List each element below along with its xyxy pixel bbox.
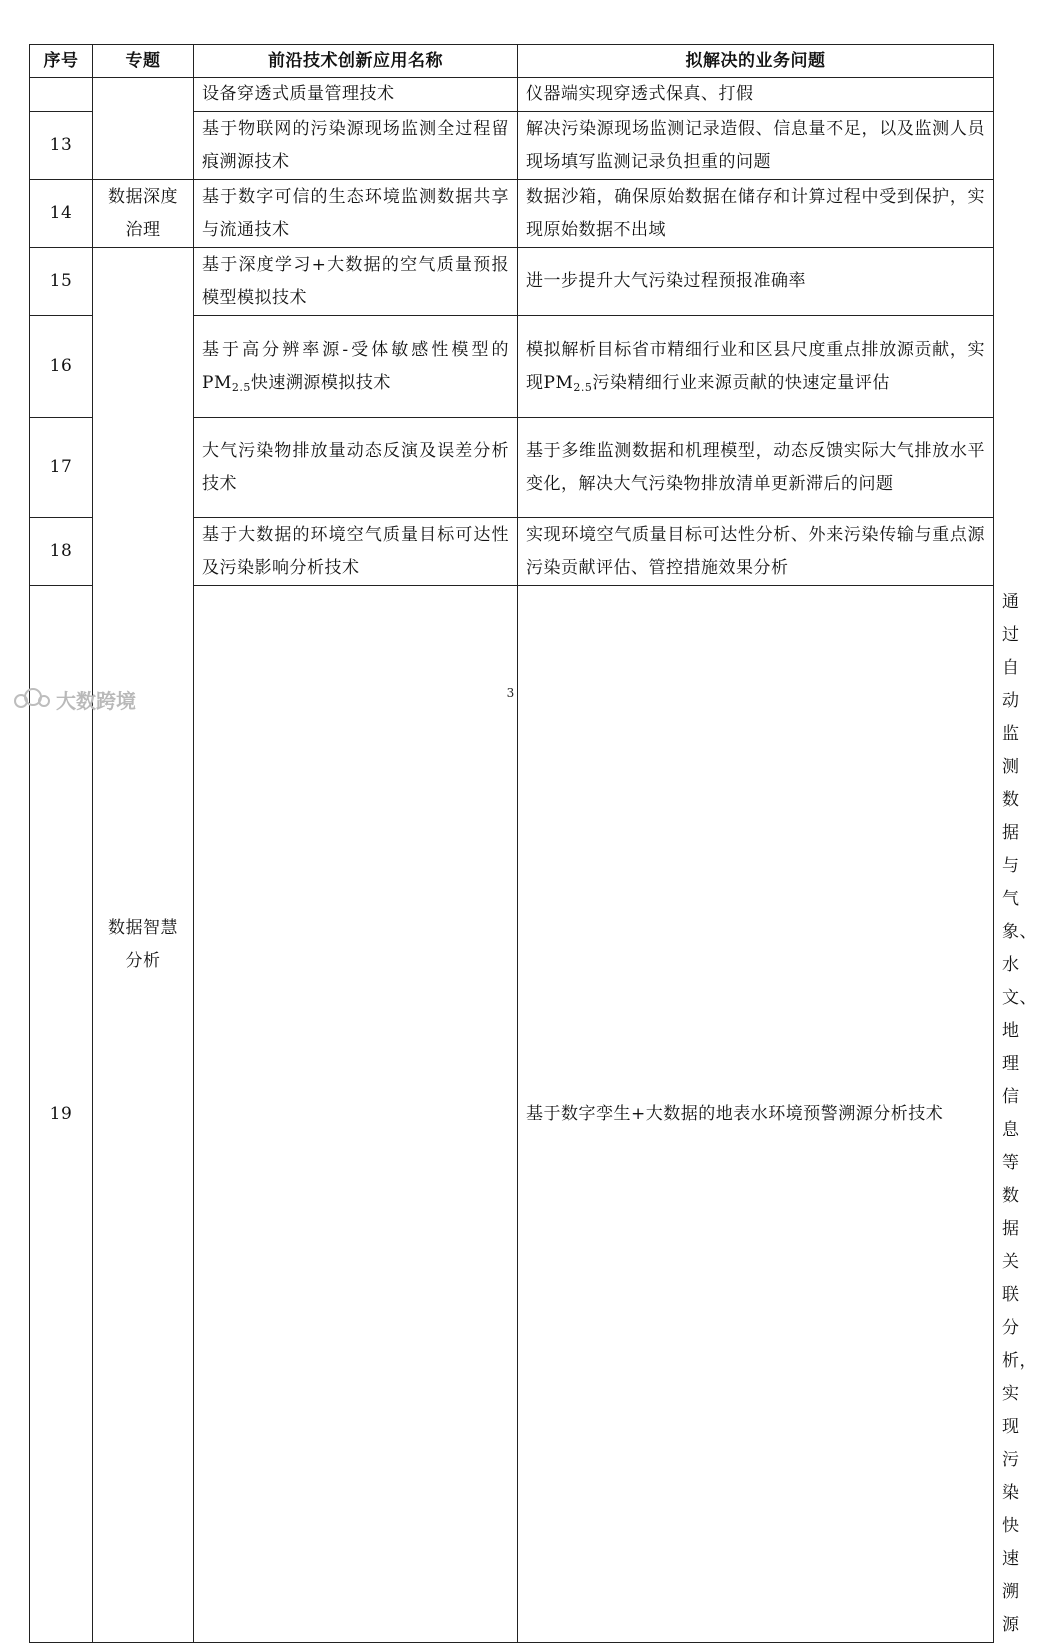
tech-name <box>194 316 518 418</box>
tech-name: 大气污染物排放量动态反演及误差分析技术 <box>194 418 518 518</box>
row-index: 18 <box>30 518 93 586</box>
table-row <box>30 248 994 316</box>
header-topic: 专题 <box>93 45 194 78</box>
problem-part: 污染精细行业来源贡献的快速定量评估 <box>592 372 890 393</box>
topic-governance: 数据深度 治理 <box>93 180 194 248</box>
topic-cell-continued <box>93 78 194 180</box>
tech-name-part: 基于高分辨率源-受体敏感性模型的PM <box>202 339 509 393</box>
tech-name: 设备穿透式质量管理技术 <box>194 78 518 112</box>
row-index: 19 <box>30 586 93 1643</box>
pm-subscript: 2.5 <box>573 380 593 394</box>
tech-name-part: 快速溯源模拟技术 <box>250 372 391 393</box>
topic-cell-continued <box>194 586 518 1643</box>
business-problem: 仪器端实现穿透式保真、打假 <box>518 78 994 112</box>
tech-name: 基于数字可信的生态环境监测数据共享与流通技术 <box>194 180 518 248</box>
watermark-text: 大数跨境 <box>56 688 136 713</box>
innovation-table <box>29 44 1037 1643</box>
business-problem: 解决污染源现场监测记录造假、信息量不足，以及监测人员现场填写监测记录负担重的问题 <box>518 112 994 180</box>
problem-part: 模拟解析目标省市精细行业和区县尺度重点排放源贡献，实现PM <box>526 339 985 393</box>
business-problem: 进一步提升大气污染过程预报准确率 <box>518 248 994 316</box>
header-row <box>30 45 994 78</box>
table-row <box>30 180 994 248</box>
row-index: 16 <box>30 316 93 418</box>
row-index: 14 <box>30 180 93 248</box>
tech-name: 基于物联网的污染源现场监测全过程留痕溯源技术 <box>194 112 518 180</box>
header-index: 序号 <box>30 45 93 78</box>
business-problem: 实现环境空气质量目标可达性分析、外来污染传输与重点源污染贡献评估、管控措施效果分析 <box>518 518 994 586</box>
header-name: 前沿技术创新应用名称 <box>194 45 518 78</box>
row-index: 17 <box>30 418 93 518</box>
page-number: 3 <box>506 686 515 700</box>
row-index: 15 <box>30 248 93 316</box>
watermark <box>12 684 136 714</box>
business-problem: 基于多维监测数据和机理模型，动态反馈实际大气排放水平变化，解决大气污染物排放清单更新滞后的问题 <box>518 418 994 518</box>
row-index: 13 <box>30 112 93 180</box>
row-index <box>30 78 93 112</box>
topic-analysis: 数据智慧 分析 <box>93 248 194 1643</box>
business-problem: 数据沙箱，确保原始数据在储存和计算过程中受到保护，实现原始数据不出域 <box>518 180 994 248</box>
table-row: 19 基于数字孪生+大数据的地表水环境预警溯源分析技术 通过自动监测数据与气象、水文、地理信息等数据关联分析，实现污染快速溯源 <box>30 586 994 1643</box>
watermark-logo-icon <box>12 686 52 712</box>
tech-name: 基于深度学习+大数据的空气质量预报模型模拟技术 <box>194 248 518 316</box>
tech-name: 基于大数据的环境空气质量目标可达性及污染影响分析技术 <box>194 518 518 586</box>
business-problem <box>518 316 994 418</box>
pm-subscript: 2.5 <box>231 380 251 394</box>
table-row <box>30 78 994 112</box>
header-problem: 拟解决的业务问题 <box>518 45 994 78</box>
tech-name: 基于数字孪生+大数据的地表水环境预警溯源分析技术 <box>518 586 994 1643</box>
